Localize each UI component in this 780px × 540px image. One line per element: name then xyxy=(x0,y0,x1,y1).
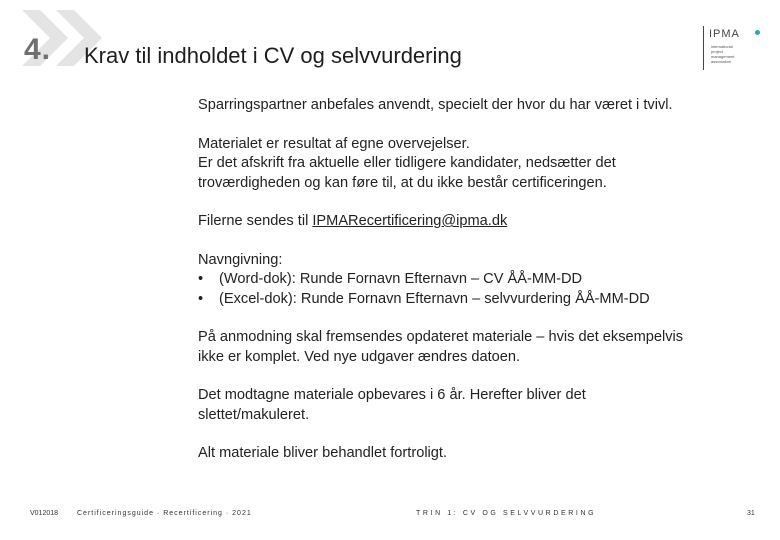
paragraph-confidential: Alt materiale bliver behandlet fortroligt. xyxy=(198,445,448,461)
naming-heading: Navngivning: xyxy=(198,251,283,268)
paragraph-own-work: Materialet er resultat af egne overvejelser. Er det afskrift fra aktuelle eller tidligere kandidater, nedsætter det troværdigheden og kan føre til, at du ikke består certificeringen. xyxy=(198,135,616,191)
paragraph-request-update: På anmodning skal fremsendes opdateret materiale – hvis det eksempelvis ikke er komplet. Ved nye udgaver ændres datoen. xyxy=(198,329,684,365)
naming-item-excel: • (Excel-dok): Runde Fornavn Efternavn – selvvurdering ÅÅ-MM-DD xyxy=(198,290,650,307)
logo-dot-icon xyxy=(755,30,760,35)
content-body xyxy=(198,96,758,483)
naming-item-word: • (Word-dok): Runde Fornavn Efternavn – CV ÅÅ-MM-DD xyxy=(198,271,583,287)
ipma-logo xyxy=(703,26,763,72)
email-link[interactable]: IPMARecertificering@ipma.dk xyxy=(312,213,508,229)
logo-wordmark: IPMA xyxy=(709,28,740,40)
footer-section-label: TRIN 1: CV OG SELVVURDERING xyxy=(416,510,597,517)
footer-guide-title: Certificeringsguide · Recertificering · 2021 xyxy=(77,510,252,517)
page-title: Krav til indholdet i CV og selvvurdering xyxy=(84,43,462,68)
naming-block xyxy=(198,251,758,310)
section-number: 4. xyxy=(24,33,52,66)
paragraph-sparring: Sparringspartner anbefales anvendt, specielt der hvor du har været i tvivl. xyxy=(198,97,673,113)
paragraph-retention: Det modtagne materiale opbevares i 6 år. Herefter bliver det slettet/makuleret. xyxy=(198,387,586,423)
paragraph-send-files: Filerne sendes til IPMARecertificering@ipma.dk xyxy=(198,213,508,229)
logo-tagline: international project management association xyxy=(711,44,735,64)
page-number: 31 xyxy=(747,510,755,517)
footer-version: V012018 xyxy=(30,510,59,517)
